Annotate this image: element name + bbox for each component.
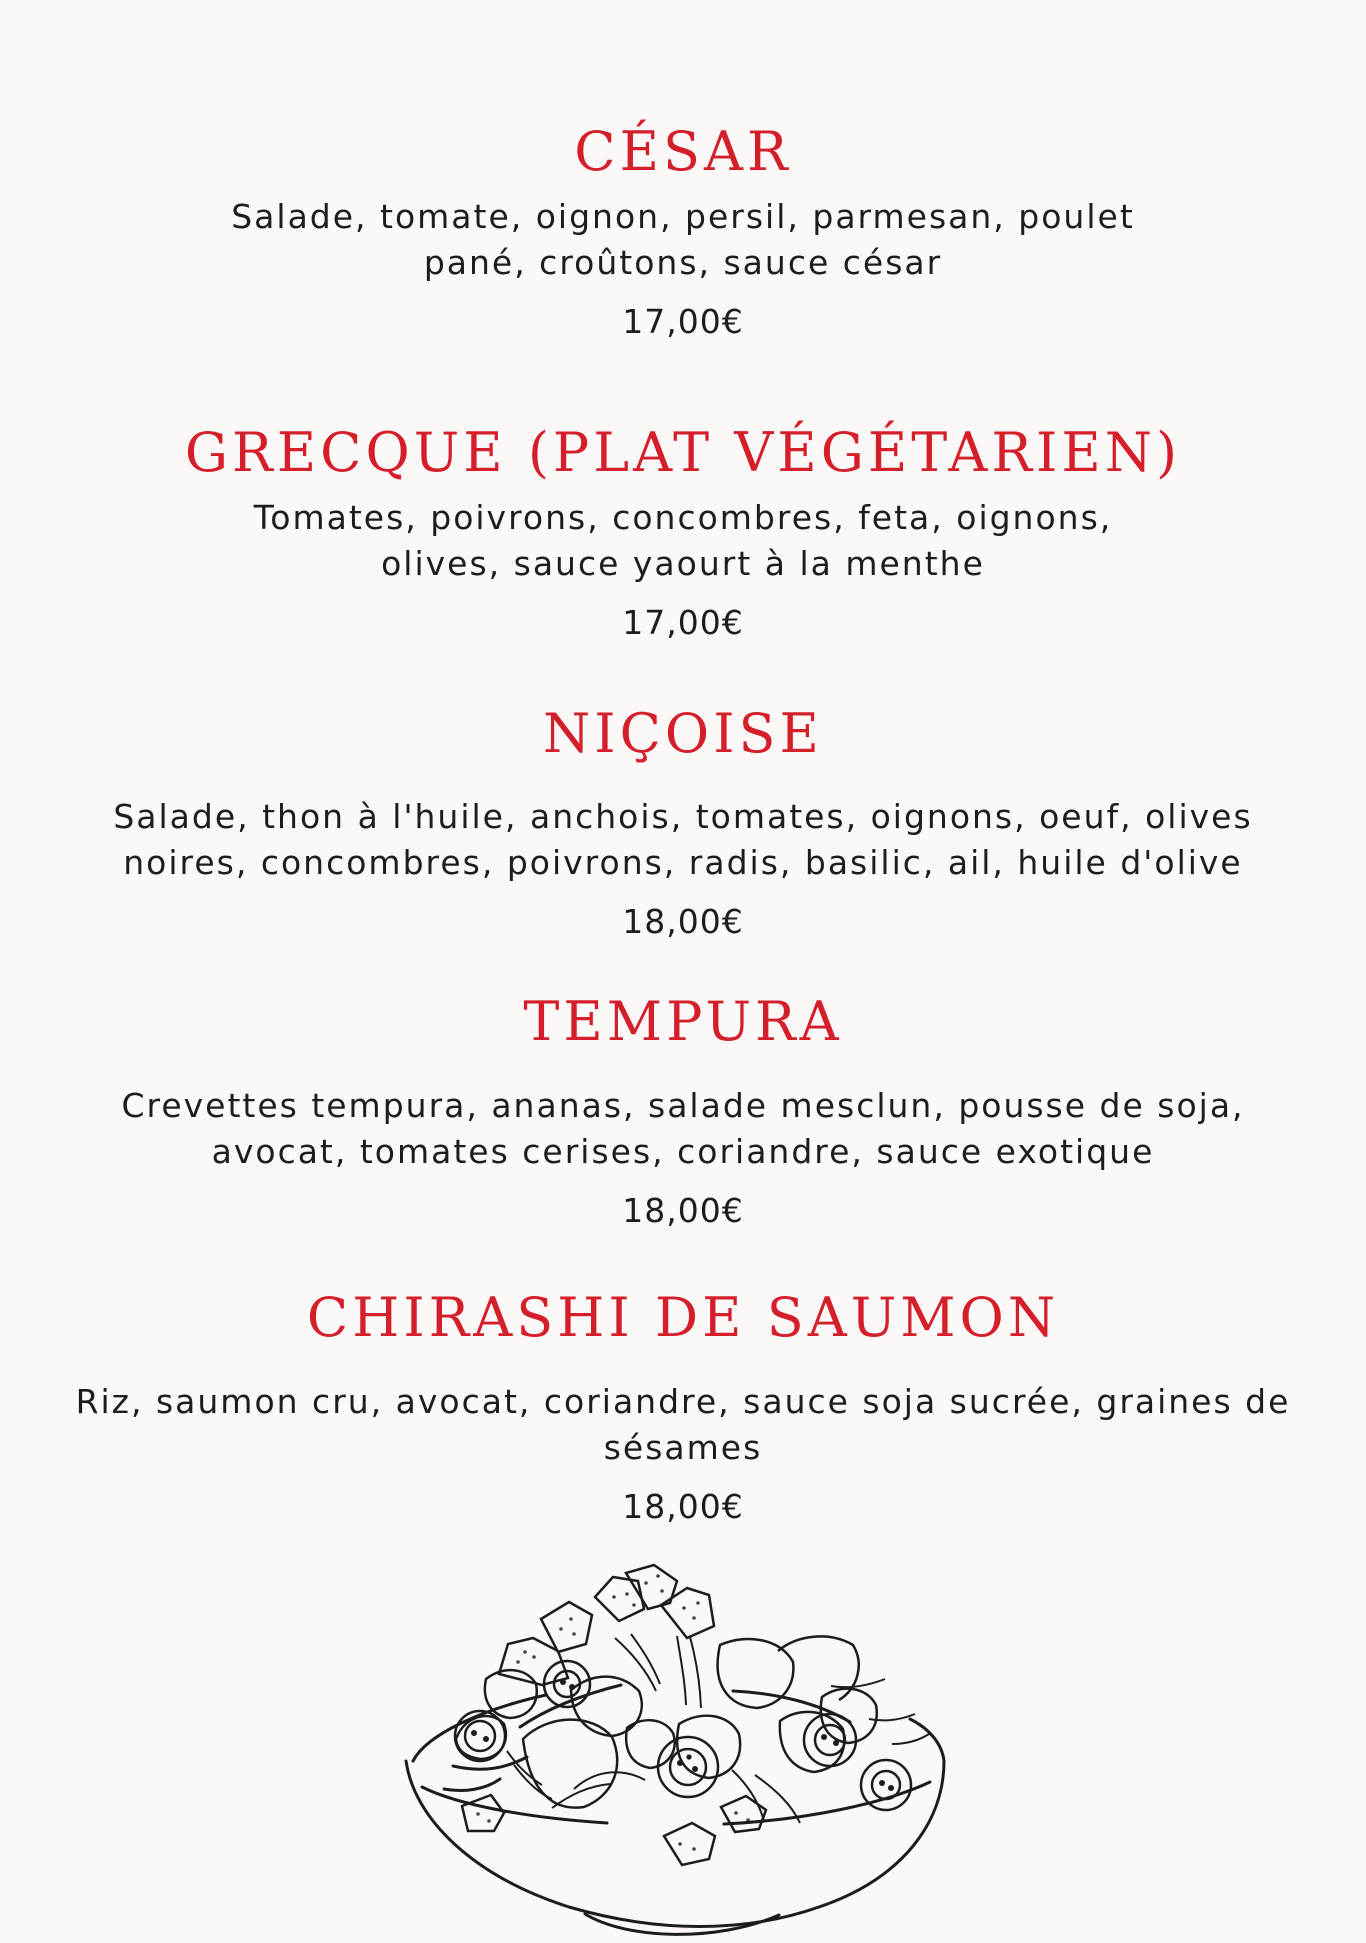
dish-description [60,1379,1306,1471]
dish-description-line: Salade, tomate, oignon, persil, parmesan, poulet [231,197,1135,236]
dish-description-line: olives, sauce yaourt à la menthe [381,544,985,583]
dish-description-line: Salade, thon à l'huile, anchois, tomates, oignons, oeuf, olives [113,797,1253,836]
dish-title: GRECQUE (PLAT VÉGÉTARIEN) [184,421,1182,484]
dish-description-line: Riz, saumon cru, avocat, coriandre, sauce soja sucrée, graines de [75,1382,1291,1421]
dish-title: TEMPURA [523,990,843,1053]
dish-description-line: noires, concombres, poivrons, radis, basilic, ail, huile d'olive [123,843,1243,882]
salad-bowl-icon [398,1563,954,1943]
dish-price: 18,00€ [622,1191,744,1230]
dish-price: 18,00€ [622,902,744,941]
dish-description-line: Crevettes tempura, ananas, salade mesclun, pousse de soja, [121,1086,1245,1125]
dish-price: 17,00€ [622,302,744,341]
menu-item-tempura [60,990,1306,1234]
menu-item-cesar [60,120,1306,345]
dish-title: CÉSAR [574,120,792,183]
menu-item-grecque [60,421,1306,646]
dish-price: 17,00€ [622,603,744,642]
dish-description [60,495,1306,587]
dish-title: CHIRASHI DE SAUMON [306,1286,1060,1349]
dish-title: NIÇOISE [543,702,823,765]
salad-bowl-illustration [398,1563,954,1943]
dish-description-line: pané, croûtons, sauce césar [423,243,943,282]
dish-description-line: Tomates, poivrons, concombres, feta, oignons, [253,498,1113,537]
dish-price: 18,00€ [622,1487,744,1526]
dish-description-line: sésames [603,1428,763,1467]
menu-item-chirashi [60,1286,1306,1530]
dish-description [60,794,1306,886]
dish-description [60,194,1306,286]
dish-description [60,1083,1306,1175]
dish-description-line: avocat, tomates cerises, coriandre, sauce exotique [211,1132,1155,1171]
menu-item-nicoise [60,702,1306,945]
